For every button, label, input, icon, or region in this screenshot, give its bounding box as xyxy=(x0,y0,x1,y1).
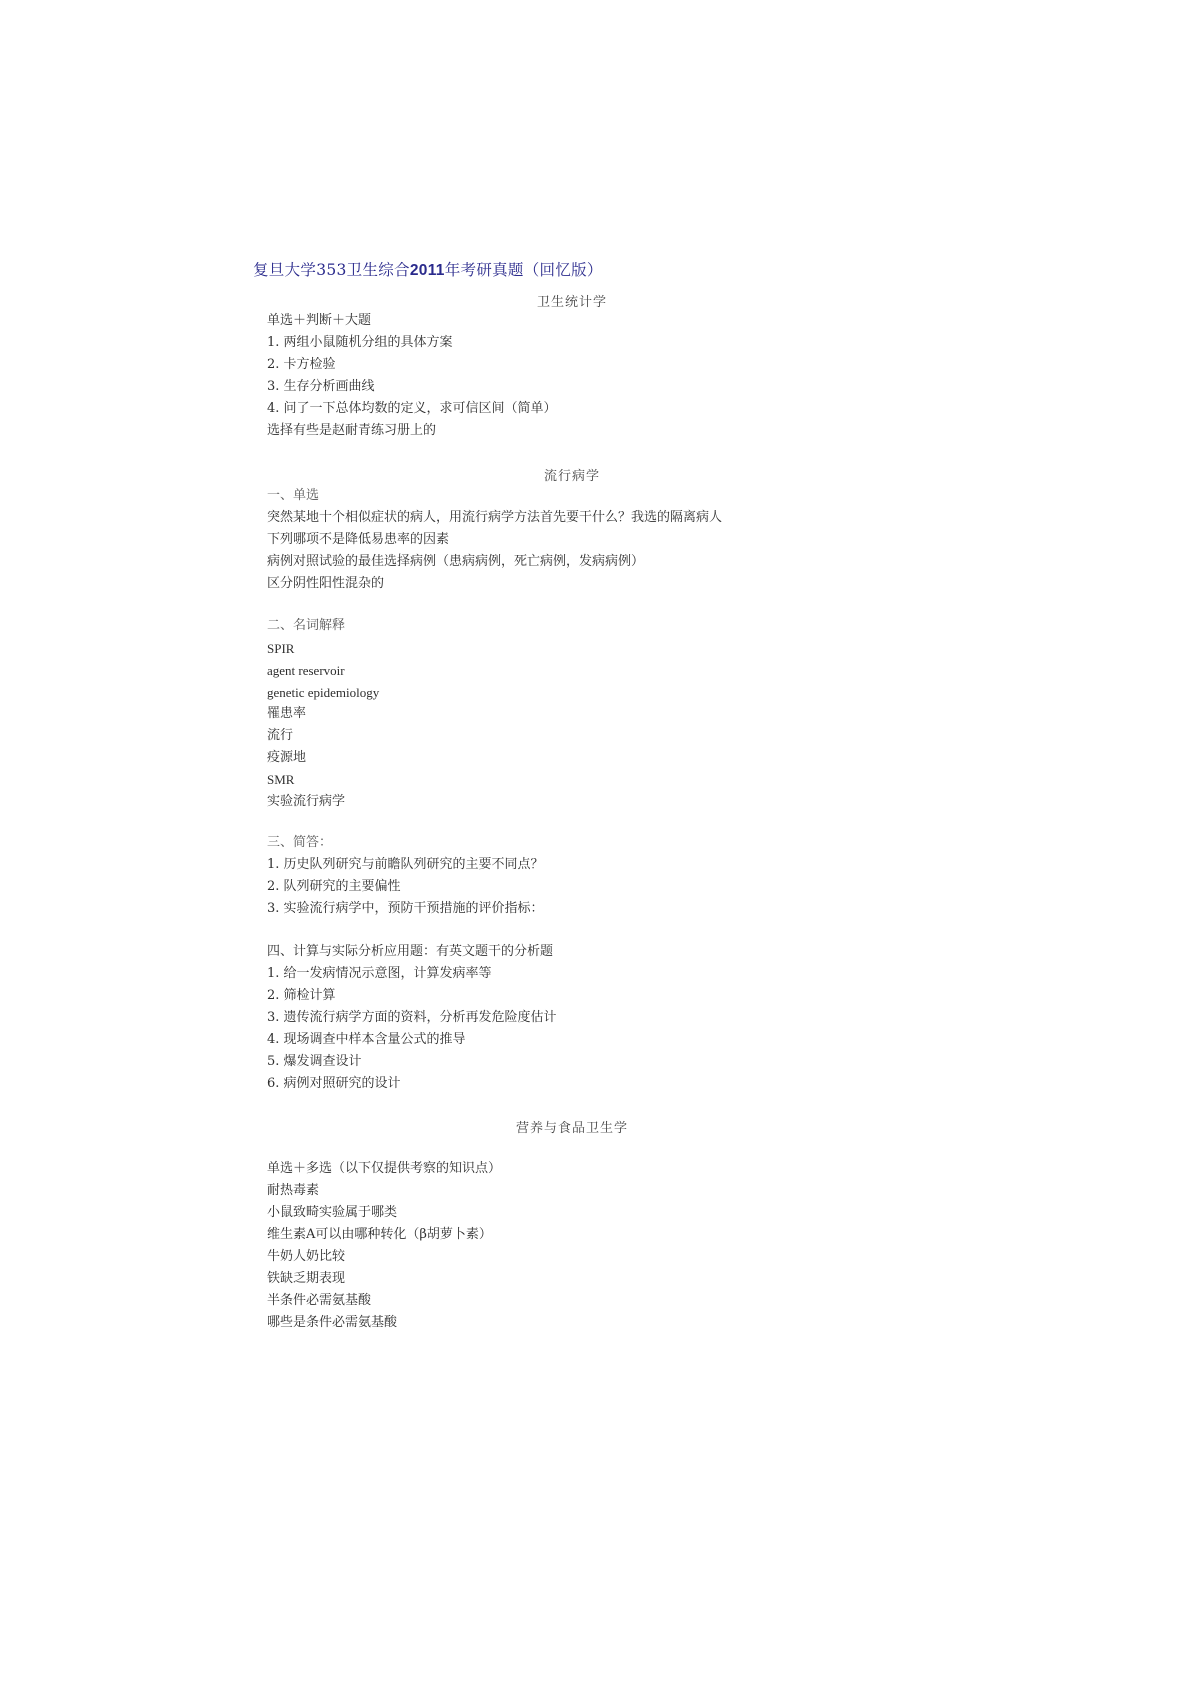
nutrition-item: 耐热毒素 xyxy=(267,1183,320,1198)
epi-part4-item: 5. 爆发调查设计 xyxy=(267,1054,362,1069)
nutrition-item: 哪些是条件必需氨基酸 xyxy=(267,1315,398,1330)
epi-part1-item: 病例对照试验的最佳选择病例（患病病例，死亡病例，发病病例） xyxy=(267,554,645,569)
epi-term: 罹患率 xyxy=(267,706,307,721)
epi-part1-item: 区分阴性阳性混杂的 xyxy=(267,576,385,591)
epi-part4-item: 1. 给一发病情况示意图，计算发病率等 xyxy=(267,966,492,981)
nutrition-item: 小鼠致畸实验属于哪类 xyxy=(267,1205,398,1220)
section-heading-statistics: 卫生统计学 xyxy=(537,295,608,310)
statistics-intro: 单选＋判断＋大题 xyxy=(267,313,372,328)
epi-term: genetic epidemiology xyxy=(267,685,380,700)
nutrition-item: 半条件必需氨基酸 xyxy=(267,1293,372,1308)
epi-part4-item: 6. 病例对照研究的设计 xyxy=(267,1076,401,1091)
epi-part2-label: 二、名词解释 xyxy=(267,618,346,633)
epi-part4-item: 4. 现场调查中样本含量公式的推导 xyxy=(267,1032,466,1047)
epi-part3-label: 三、简答： xyxy=(267,835,333,850)
title-prefix: 复旦大学353卫生综合 xyxy=(253,261,410,279)
epi-part4-label: 四、计算与实际分析应用题：有英文题干的分析题 xyxy=(267,944,554,959)
document-title xyxy=(253,258,603,280)
statistics-item: 3. 生存分析画曲线 xyxy=(267,379,375,394)
epi-term: SPIR xyxy=(267,641,295,656)
epi-part4-item: 3. 遗传流行病学方面的资料，分析再发危险度估计 xyxy=(267,1010,557,1025)
epi-part4-item: 2. 筛检计算 xyxy=(267,988,336,1003)
title-year: 2011 xyxy=(409,262,445,279)
statistics-item: 1. 两组小鼠随机分组的具体方案 xyxy=(267,335,453,350)
epi-term: 实验流行病学 xyxy=(267,794,346,809)
nutrition-item: 维生素A可以由哪种转化（β胡萝卜素） xyxy=(267,1227,492,1242)
epi-part3-item: 1. 历史队列研究与前瞻队列研究的主要不同点？ xyxy=(267,857,544,872)
epi-part1-label: 一、单选 xyxy=(267,488,320,503)
section-heading-nutrition: 营养与食品卫生学 xyxy=(516,1121,629,1136)
section-heading-epidemiology: 流行病学 xyxy=(544,469,601,484)
epi-term: 疫源地 xyxy=(267,750,307,765)
nutrition-item: 牛奶人奶比较 xyxy=(267,1249,346,1264)
epi-part1-item: 突然某地十个相似症状的病人，用流行病学方法首先要干什么？我选的隔离病人 xyxy=(267,510,723,525)
epi-term: 流行 xyxy=(267,728,294,743)
nutrition-item: 铁缺乏期表现 xyxy=(267,1271,346,1286)
title-suffix: 年考研真题（回忆版） xyxy=(444,261,603,279)
statistics-item: 2. 卡方检验 xyxy=(267,357,336,372)
epi-part1-item: 下列哪项不是降低易患率的因素 xyxy=(267,532,450,547)
epi-part3-item: 3. 实验流行病学中，预防干预措施的评价指标： xyxy=(267,901,544,916)
epi-term: agent reservoir xyxy=(267,663,345,678)
epi-part3-item: 2. 队列研究的主要偏性 xyxy=(267,879,401,894)
statistics-item: 4. 问了一下总体均数的定义，求可信区间（简单） xyxy=(267,401,557,416)
epi-term: SMR xyxy=(267,772,295,787)
nutrition-intro: 单选＋多选（以下仅提供考察的知识点） xyxy=(267,1161,502,1176)
statistics-note: 选择有些是赵耐青练习册上的 xyxy=(267,423,437,438)
